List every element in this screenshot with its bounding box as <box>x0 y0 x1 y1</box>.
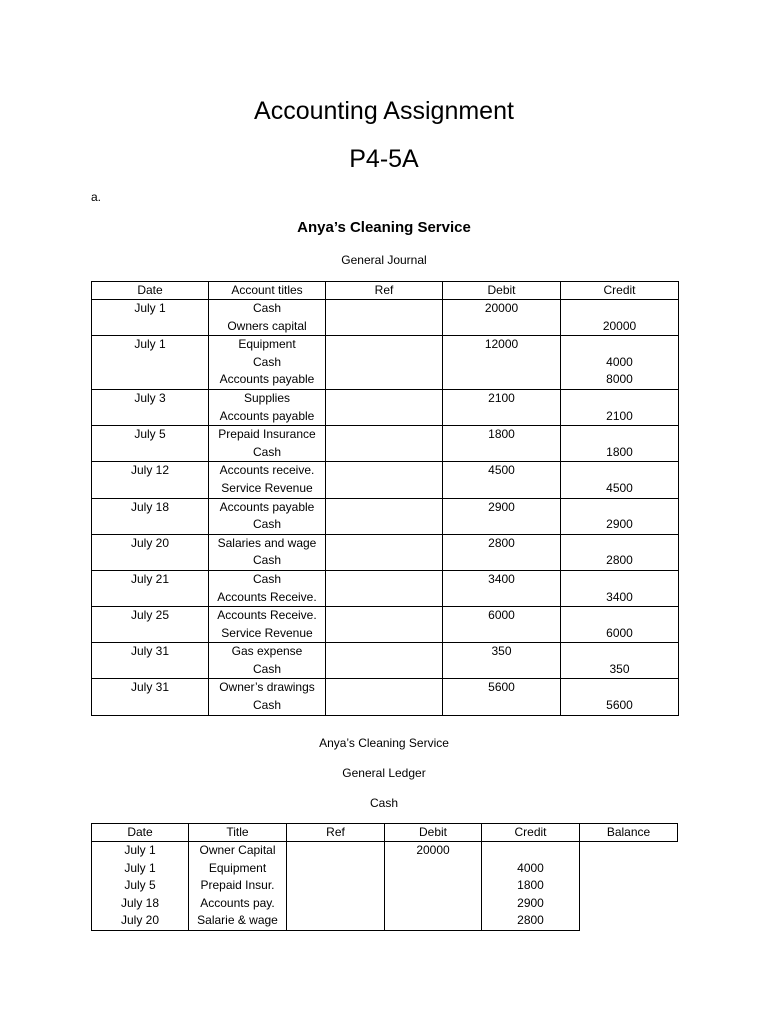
ledger-subtitle: General Ledger <box>342 766 426 780</box>
journal-account-title: Salaries and wage <box>217 535 317 550</box>
journal-date: July 25 <box>130 608 170 623</box>
journal-credit <box>561 462 678 480</box>
ledger-credit: 2800 <box>517 913 544 928</box>
journal-credit <box>561 336 678 354</box>
journal-account-title: Service Revenue <box>221 480 313 495</box>
journal-entry-row <box>92 570 679 606</box>
journal-entry-row <box>92 679 679 715</box>
journal-ref-cell <box>326 300 443 336</box>
journal-debit-cell <box>443 426 561 462</box>
ledger-debit <box>385 877 481 895</box>
journal-credit <box>561 571 678 589</box>
journal-credit: 4000 <box>606 354 633 369</box>
journal-debit <box>443 444 560 462</box>
ledger-credit <box>482 842 579 860</box>
journal-entry-row <box>92 426 679 462</box>
journal-ref-cell <box>326 389 443 425</box>
journal-entry-row <box>92 607 679 643</box>
journal-debit: 20000 <box>484 301 519 315</box>
journal-debit <box>443 589 560 607</box>
journal-ref-cell <box>326 679 443 715</box>
ledger-credit: 2900 <box>517 895 544 910</box>
journal-credit: 3400 <box>606 589 633 604</box>
journal-date-cell <box>92 607 209 643</box>
journal-account-title: Service Revenue <box>221 625 313 640</box>
ledger-date: July 20 <box>120 913 160 928</box>
journal-ref-cell <box>326 534 443 570</box>
journal-accounts-cell <box>209 389 326 425</box>
journal-date-cell <box>92 498 209 534</box>
journal-date: July 31 <box>130 680 170 695</box>
journal-date-cell <box>92 389 209 425</box>
journal-col-debit: Debit <box>443 282 561 300</box>
ledger-col-credit: Credit <box>482 824 580 842</box>
journal-ref-cell <box>326 336 443 390</box>
journal-date-cell <box>92 462 209 498</box>
journal-debit-cell <box>443 300 561 336</box>
journal-accounts-cell <box>209 498 326 534</box>
journal-credit: 2900 <box>606 517 633 532</box>
journal-account-title: Accounts payable <box>219 499 315 514</box>
ledger-credit: 1800 <box>517 878 544 893</box>
general-ledger-table <box>91 823 678 931</box>
ledger-debit: 20000 <box>416 843 450 857</box>
ledger-header-row <box>92 824 678 842</box>
journal-credit: 4500 <box>606 480 633 495</box>
journal-debit: 350 <box>491 644 512 659</box>
journal-account-title: Accounts Receive. <box>217 589 317 604</box>
ledger-debit <box>385 912 481 930</box>
journal-credit <box>561 607 678 625</box>
journal-date: July 20 <box>130 535 170 550</box>
journal-account-title: Cash <box>252 444 281 459</box>
journal-accounts-cell <box>209 336 326 390</box>
journal-accounts-cell <box>209 462 326 498</box>
ledger-col-date: Date <box>92 824 189 842</box>
ledger-credit-cell <box>482 842 580 931</box>
ledger-col-debit: Debit <box>385 824 482 842</box>
ledger-title: Equipment <box>208 860 267 875</box>
journal-credit <box>561 679 678 697</box>
journal-credit-cell <box>561 607 679 643</box>
ledger-row <box>92 842 678 931</box>
journal-credit-cell <box>561 643 679 679</box>
journal-debit: 5600 <box>488 680 515 695</box>
journal-account-title: Accounts payable <box>219 372 315 387</box>
ledger-date-cell <box>92 842 189 931</box>
journal-debit-cell <box>443 607 561 643</box>
journal-credit-cell <box>561 336 679 390</box>
journal-accounts-cell <box>209 534 326 570</box>
journal-debit: 12000 <box>484 337 519 352</box>
journal-debit: 2800 <box>488 535 515 550</box>
journal-credit: 6000 <box>606 625 633 640</box>
problem-number: P4-5A <box>349 145 419 173</box>
journal-account-title: Cash <box>252 517 281 532</box>
journal-credit: 8000 <box>606 372 633 387</box>
journal-date: July 31 <box>130 644 170 659</box>
ledger-date: July 1 <box>124 843 156 857</box>
journal-ref-cell <box>326 498 443 534</box>
journal-debit <box>443 480 560 498</box>
journal-debit <box>443 318 560 336</box>
ledger-ref-cell <box>287 842 385 931</box>
journal-date: July 3 <box>134 390 166 405</box>
journal-accounts-cell <box>209 679 326 715</box>
ledger-title: Salarie & wage <box>197 913 278 928</box>
journal-credit <box>561 300 678 318</box>
journal-account-title: Cash <box>252 553 281 568</box>
ledger-col-title: Title <box>189 824 287 842</box>
journal-credit <box>561 390 678 408</box>
journal-account-title: Accounts Receive. <box>217 608 317 623</box>
journal-account-title: Owners capital <box>227 318 307 333</box>
journal-debit <box>443 697 560 715</box>
journal-account-title: Owner’s drawings <box>219 680 315 695</box>
journal-account-title: Cash <box>252 661 281 676</box>
journal-debit: 4500 <box>488 463 515 478</box>
journal-debit <box>443 552 560 570</box>
journal-date: July 18 <box>130 499 170 514</box>
ledger-credit: 4000 <box>517 860 544 875</box>
journal-debit: 6000 <box>488 608 515 623</box>
ledger-balance-cell <box>580 842 678 931</box>
ledger-title: Prepaid Insur. <box>200 878 275 893</box>
ledger-col-balance: Balance <box>580 824 678 842</box>
journal-date-cell <box>92 570 209 606</box>
journal-company-name: Anya’s Cleaning Service <box>297 219 471 236</box>
journal-account-title: Cash <box>252 571 281 586</box>
journal-subtitle: General Journal <box>341 253 427 267</box>
journal-debit: 1800 <box>488 427 515 442</box>
journal-debit-cell <box>443 336 561 390</box>
journal-account-title: Cash <box>252 301 281 315</box>
ledger-debit-cell <box>385 842 482 931</box>
journal-entry-row <box>92 498 679 534</box>
journal-debit <box>443 371 560 389</box>
ledger-debit <box>385 860 481 878</box>
journal-credit <box>561 643 678 661</box>
ledger-title: Owner Capital <box>199 843 276 857</box>
journal-date-cell <box>92 426 209 462</box>
ledger-date: July 1 <box>124 860 156 875</box>
ledger-company-name: Anya’s Cleaning Service <box>319 736 449 750</box>
journal-ref-cell <box>326 570 443 606</box>
journal-date: July 21 <box>130 571 170 586</box>
journal-date-cell <box>92 300 209 336</box>
journal-ref-cell <box>326 462 443 498</box>
ledger-col-ref: Ref <box>287 824 385 842</box>
journal-credit-cell <box>561 679 679 715</box>
journal-credit-cell <box>561 462 679 498</box>
journal-entry-row <box>92 336 679 390</box>
ledger-title-cell <box>189 842 287 931</box>
journal-credit: 20000 <box>602 318 637 333</box>
journal-account-title: Equipment <box>238 337 296 352</box>
journal-credit: 1800 <box>606 444 633 459</box>
journal-debit <box>443 516 560 534</box>
ledger-date: July 18 <box>120 895 160 910</box>
journal-account-title: Supplies <box>243 390 291 405</box>
journal-credit: 350 <box>609 661 630 676</box>
journal-credit <box>561 499 678 517</box>
journal-accounts-cell <box>209 426 326 462</box>
journal-debit-cell <box>443 570 561 606</box>
journal-ref-cell <box>326 643 443 679</box>
journal-credit-cell <box>561 534 679 570</box>
ledger-debit <box>385 895 481 913</box>
journal-entry-row <box>92 534 679 570</box>
journal-debit: 2100 <box>488 390 515 405</box>
journal-accounts-cell <box>209 607 326 643</box>
journal-col-credit: Credit <box>561 282 679 300</box>
journal-credit-cell <box>561 426 679 462</box>
journal-debit-cell <box>443 679 561 715</box>
journal-body <box>92 300 679 716</box>
journal-account-title: Gas expense <box>231 644 303 659</box>
journal-entry-row <box>92 462 679 498</box>
journal-header-row <box>92 282 679 300</box>
journal-debit-cell <box>443 462 561 498</box>
journal-accounts-cell <box>209 570 326 606</box>
document-title: Accounting Assignment <box>254 97 514 125</box>
journal-date: July 12 <box>130 463 170 478</box>
journal-debit-cell <box>443 498 561 534</box>
journal-debit-cell <box>443 534 561 570</box>
journal-date-cell <box>92 643 209 679</box>
journal-debit: 3400 <box>488 571 515 586</box>
ledger-title: Accounts pay. <box>200 895 275 910</box>
journal-entry-row <box>92 300 679 336</box>
journal-accounts-cell <box>209 300 326 336</box>
ledger-date: July 5 <box>124 878 156 893</box>
journal-date-cell <box>92 534 209 570</box>
journal-credit <box>561 426 678 444</box>
journal-debit <box>443 354 560 372</box>
journal-col-account-titles: Account titles <box>209 282 326 300</box>
journal-debit <box>443 408 560 426</box>
journal-entry-row <box>92 643 679 679</box>
journal-entry-row <box>92 389 679 425</box>
part-label: a. <box>91 190 102 204</box>
journal-account-title: Accounts receive. <box>219 463 315 478</box>
journal-date-cell <box>92 679 209 715</box>
journal-credit-cell <box>561 300 679 336</box>
journal-credit-cell <box>561 389 679 425</box>
journal-account-title: Accounts payable <box>219 408 315 423</box>
general-journal-table <box>91 281 679 716</box>
journal-credit: 2800 <box>606 553 633 568</box>
journal-credit: 5600 <box>606 698 633 713</box>
journal-credit-cell <box>561 570 679 606</box>
journal-date: July 5 <box>134 427 166 442</box>
journal-credit <box>561 535 678 553</box>
journal-date-cell <box>92 336 209 390</box>
journal-ref-cell <box>326 426 443 462</box>
journal-date: July 1 <box>134 301 166 315</box>
journal-accounts-cell <box>209 643 326 679</box>
journal-debit-cell <box>443 389 561 425</box>
journal-debit-cell <box>443 643 561 679</box>
journal-credit: 2100 <box>606 408 633 423</box>
journal-col-date: Date <box>92 282 209 300</box>
journal-account-title: Prepaid Insurance <box>218 427 316 442</box>
journal-date: July 1 <box>134 337 166 352</box>
journal-account-title: Cash <box>252 698 281 713</box>
journal-account-title: Cash <box>252 354 281 369</box>
journal-debit: 2900 <box>488 499 515 514</box>
journal-col-ref: Ref <box>326 282 443 300</box>
ledger-account-name: Cash <box>369 796 398 810</box>
journal-debit <box>443 625 560 643</box>
journal-debit <box>443 661 560 679</box>
journal-ref-cell <box>326 607 443 643</box>
journal-credit-cell <box>561 498 679 534</box>
